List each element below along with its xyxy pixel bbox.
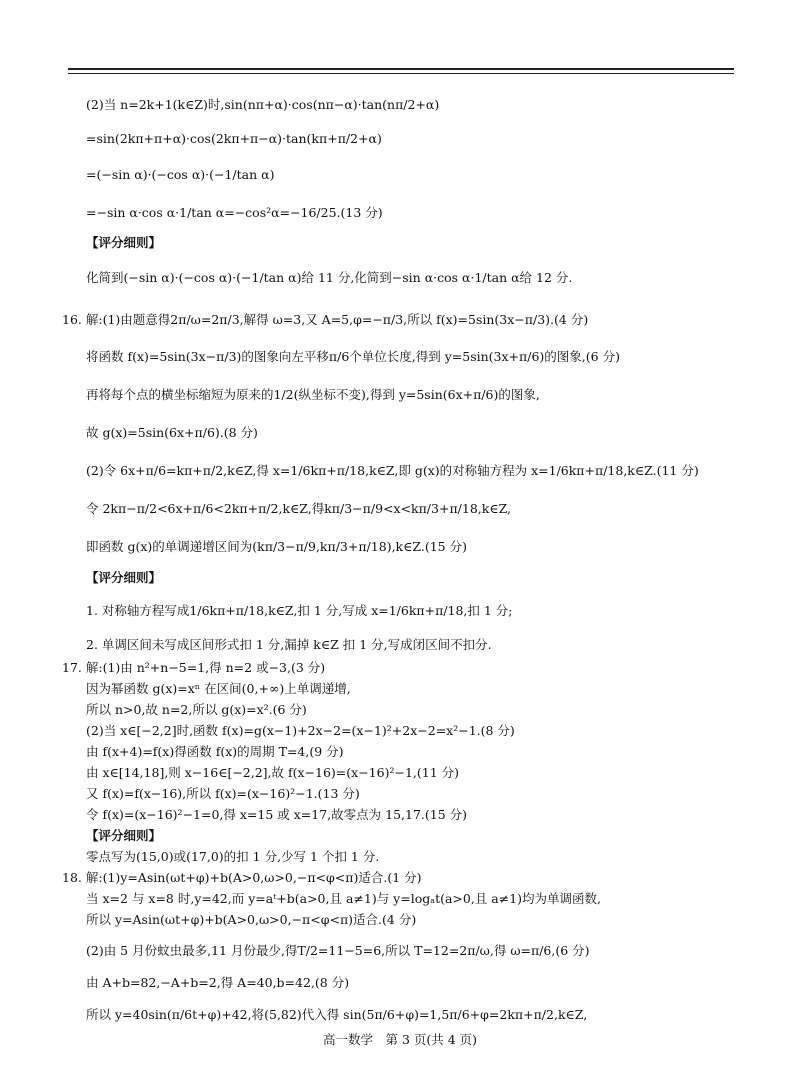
line-text: 因为幂函数 g(x)=xⁿ 在区间(0,+∞)上单调递增, [86,681,351,697]
line-text: 由 A+b=82,−A+b=2,得 A=40,b=42,(8 分) [86,975,350,991]
line-text: 【评分细则】 [86,828,162,844]
text-line [62,973,349,993]
line-text: 零点写为(15,0)或(17,0)的扣 1 分,少写 1 个扣 1 分. [86,849,380,865]
text-line [62,342,620,372]
line-text: 化简到(−sin α)·(−cos α)·(−1/tan α)给 11 分,化简到−sin α·cos α·1/tan α给 12 分. [86,270,573,286]
text-line [62,679,351,699]
line-text: 【评分细则】 [86,235,162,251]
line-text: (2)由 5 月份蚊虫最多,11 月份最少,得T/2=11−5=6,所以 T=12=2π/ω,得 ω=π/6,(6 分) [86,943,590,959]
line-text: (2)当 n=2k+1(k∈Z)时,sin(nπ+α)·cos(nπ−α)·tan(nπ/2+α) [86,97,440,113]
text-line [62,596,513,626]
line-text: 所以 y=40sin(π/6t+φ)+42,将(5,82)代入得 sin(5π/6+φ)=1,5π/6+φ=2kπ+π/2,k∈Z, [86,1007,588,1023]
text-line [62,262,572,294]
text-line [62,635,492,655]
line-text: 故 g(x)=5sin(6x+π/6).(8 分) [86,425,258,441]
text-line [62,90,439,120]
line-text: (2)当 x∈[−2,2]时,函数 f(x)=g(x−1)+2x−2=(x−1)²+2x−2=x²−1.(8 分) [86,723,515,739]
line-text: 所以 n>0,故 n=2,所以 g(x)=x².(6 分) [86,702,307,718]
line-text: 当 x=2 与 x=8 时,y=42,而 y=aᵗ+b(a>0,且 a≠1)与 y=logₐt(a>0,且 a≠1)均为单调函数, [86,891,602,907]
line-text: =(−sin α)·(−cos α)·(−1/tan α) [86,167,275,183]
line-text: =sin(2kπ+π+α)·cos(2kπ+π−α)·tan(kπ+π/2+α) [86,131,382,147]
section-heading [62,568,161,588]
text-line [62,889,601,909]
text-line [62,1000,587,1030]
line-text: 再将每个点的横坐标缩短为原来的1/2(纵坐标不变),得到 y=5sin(6x+π/6)的图象, [86,387,540,403]
text-line [62,910,416,930]
text-line [62,380,540,410]
text-line [62,658,325,678]
line-text: 1. 对称轴方程写成1/6kπ+π/18,k∈Z,扣 1 分,写成 x=1/6kπ+π/18,扣 1 分; [86,603,513,619]
text-line [62,742,344,762]
text-line [62,456,699,486]
line-text: 由 x∈[14,18],则 x−16∈[−2,2],故 f(x−16)=(x−16)²−1,(11 分) [86,765,460,781]
line-text: 所以 y=Asin(ωt+φ)+b(A>0,ω>0,−π<φ<π)适合.(4 分) [86,912,417,928]
text-line [62,532,467,562]
text-line [62,494,511,524]
line-text: (2)令 6x+π/6=kπ+π/2,k∈Z,得 x=1/6kπ+π/18,k∈Z,即 g(x)的对称轴方程为 x=1/6kπ+π/18,k∈Z.(11 分) [86,463,699,479]
text-line [62,805,467,825]
line-text: 18. 解:(1)y=Asin(ωt+φ)+b(A>0,ω>0,−π<φ<π)适合.(1 分) [62,870,422,886]
text-line [62,160,274,190]
line-text: 令 2kπ−π/2<6x+π/6<2kπ+π/2,k∈Z,得kπ/3−π/9<x<kπ/3+π/18,k∈Z, [86,501,512,517]
line-text: 又 f(x)=f(x−16),所以 f(x)=(x−16)²−1.(13 分) [86,786,360,802]
section-heading [62,233,161,253]
page-footer: 高一数学 第 3 页(共 4 页) [322,1032,478,1047]
line-text: 令 f(x)=(x−16)²−1=0,得 x=15 或 x=17,故零点为 15,17.(15 分) [86,807,468,823]
text-line [62,418,258,448]
line-text: =−sin α·cos α·1/tan α=−cos²α=−16/25.(13 分) [86,205,383,221]
line-text: 16. 解:(1)由题意得2π/ω=2π/3,解得 ω=3,又 A=5,φ=−π/3,所以 f(x)=5sin(3x−π/3).(4 分) [62,312,589,328]
text-line [62,198,383,228]
header-rule-thick [68,68,734,70]
line-text: 17. 解:(1)由 n²+n−5=1,得 n=2 或−3,(3 分) [62,660,326,676]
line-text: 即函数 g(x)的单调递增区间为(kπ/3−π/9,kπ/3+π/18),k∈Z.(15 分) [86,539,467,555]
text-line [62,847,379,867]
text-line [62,763,459,783]
text-line [62,305,588,335]
line-text: 将函数 f(x)=5sin(3x−π/3)的图象向左平移π/6个单位长度,得到 y=5sin(3x+π/6)的图象,(6 分) [86,349,620,365]
section-heading [62,826,161,846]
text-line [62,784,360,804]
text-line [62,936,590,966]
line-text: 【评分细则】 [86,570,162,586]
text-line [62,700,307,720]
line-text: 2. 单调区间未写成区间形式扣 1 分,漏掉 k∈Z 扣 1 分,写成闭区间不扣分. [86,637,492,653]
text-line [62,868,422,888]
line-text: 由 f(x+4)=f(x)得函数 f(x)的周期 T=4,(9 分) [86,744,344,760]
header-rule-thin [68,73,734,74]
text-line [62,124,382,154]
text-line [62,721,515,741]
